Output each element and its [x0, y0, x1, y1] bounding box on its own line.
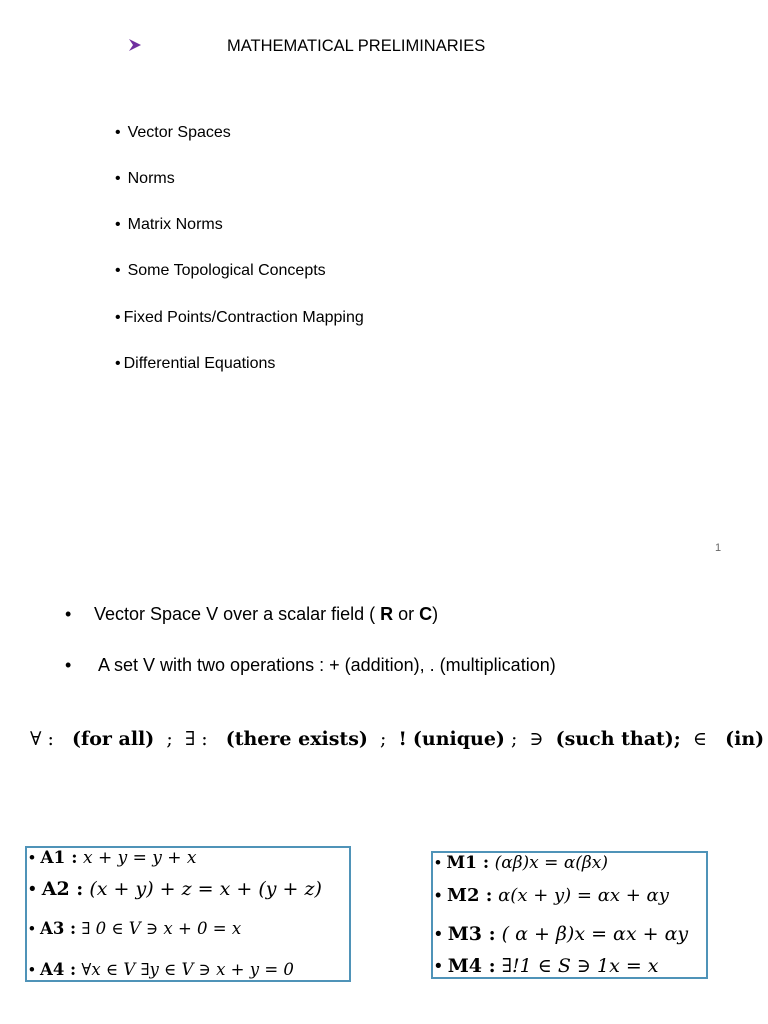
- axiom-m1: • M1 : (αβ)x = α(βx): [435, 853, 608, 873]
- topic-item: • Vector Spaces: [115, 124, 231, 141]
- topic-item: • Matrix Norms: [115, 216, 223, 233]
- multiplication-axioms-box: [431, 851, 708, 979]
- axiom-m2: • M2 : α(x + y) = αx + αy: [435, 885, 669, 906]
- bullet-point-vector-space: • Vector Space V over a scalar field ( R or C): [65, 604, 439, 624]
- topic-item: • Differential Equations: [115, 355, 276, 372]
- topic-item: • Norms: [115, 170, 175, 187]
- bullet-point-operations: • A set V with two operations : + (addition), . (multiplication): [65, 655, 556, 675]
- axiom-m4: • M4 : ∃!1 ∈ S ∋ 1x = x: [435, 955, 659, 977]
- page-number: 1: [715, 542, 722, 554]
- addition-axioms-box: [25, 846, 351, 982]
- slide-title: MATHEMATICAL PRELIMINARIES: [227, 37, 486, 55]
- symbol-legend: ∀ : (for all) ; ∃ : (there exists) ; ! (unique) ; ∋ (such that); ∈ (in): [30, 728, 765, 750]
- arrow-bullet-icon: [128, 38, 142, 57]
- axiom-a2: • A2 : (x + y) + z = x + (y + z): [29, 878, 322, 900]
- axiom-a1: • A1 : x + y = y + x: [29, 848, 197, 868]
- axiom-m3: • M3 : ( α + β)x = αx + αy: [435, 923, 689, 945]
- axiom-a4: • A4 : ∀x ∈ V ∃y ∈ V ∋ x + y = 0: [29, 960, 294, 979]
- axiom-a3: • A3 : ∃ 0 ∈ V ∋ x + 0 = x: [29, 919, 242, 938]
- topic-item: • Fixed Points/Contraction Mapping: [115, 309, 364, 326]
- topic-item: • Some Topological Concepts: [115, 262, 326, 279]
